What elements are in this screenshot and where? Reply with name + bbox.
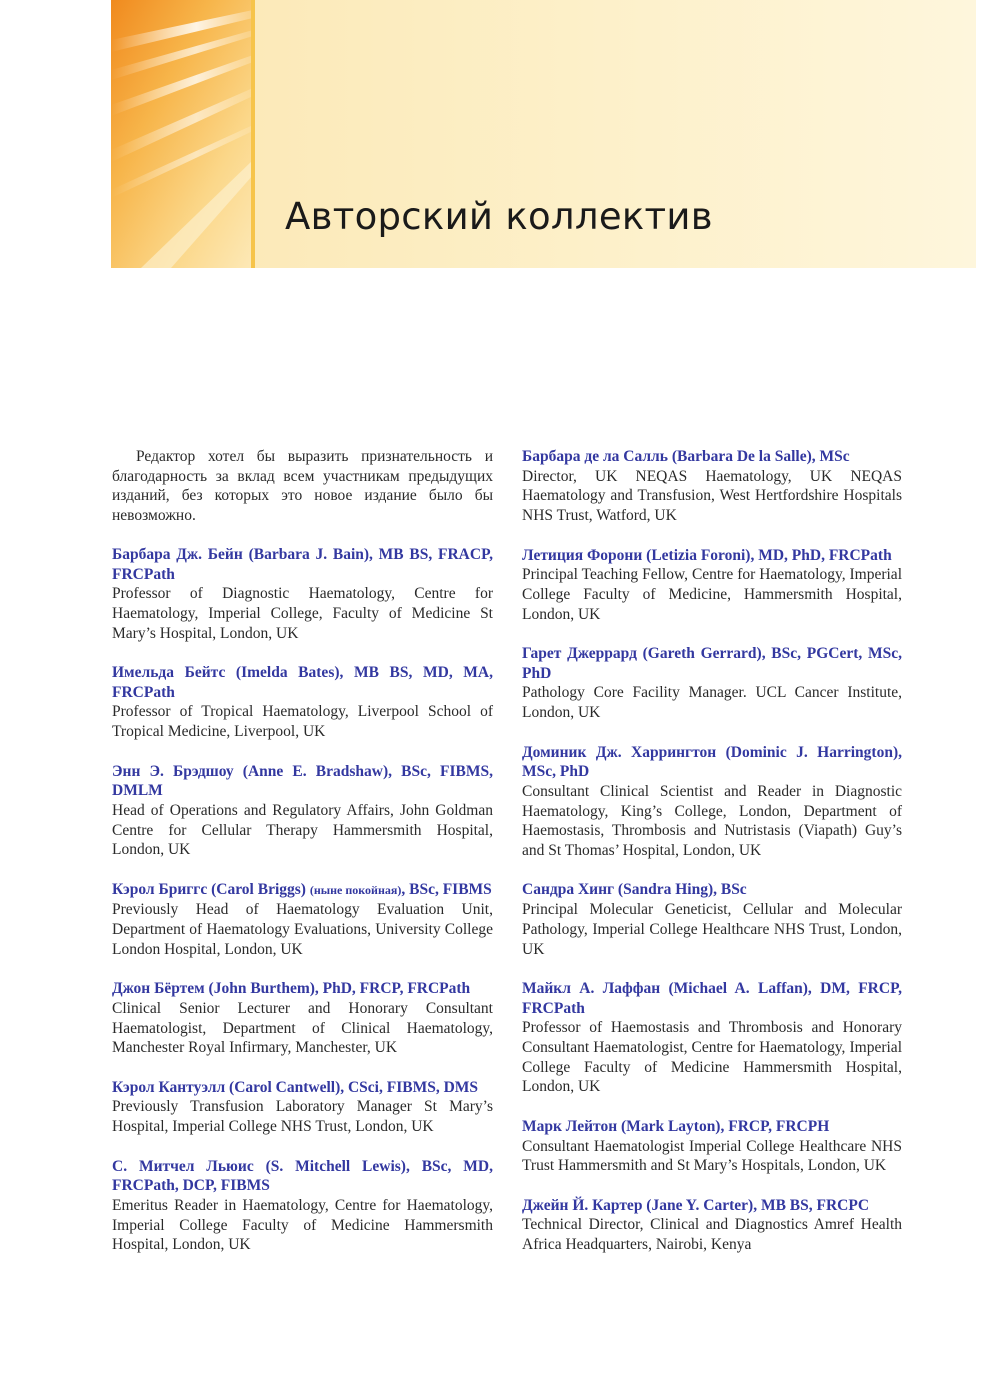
contributor-name-suffix: , BSc, FIBMS	[401, 880, 492, 898]
contributor-entry	[522, 546, 902, 625]
contributor-name: Гарет Джеррард (Gareth Gerrard), BSc, PGCert, MSc, PhD	[522, 645, 902, 682]
contributor-name: Джейн Й. Картер (Jane Y. Carter), MB BS, FRCPC	[522, 1196, 870, 1214]
contributor-entry	[112, 979, 493, 1058]
contributor-name: Марк Лейтон (Mark Layton), FRCP, FRCPH	[522, 1117, 830, 1135]
contributor-name: Энн Э. Брэдшоу (Anne E. Bradshaw), BSc, FIBMS, DMLM	[112, 762, 493, 800]
contributor-name: Доминик Дж. Харрингтон (Dominic J. Harrington), MSc, PhD	[522, 743, 902, 781]
contributor-entry	[112, 663, 493, 742]
contributor-name: Майкл А. Лаффан (Michael A. Laffan), DM, FRCP, FRCPath	[522, 979, 902, 1017]
contributor-name: Барбара Дж. Бейн (Barbara J. Bain), MB BS, FRACP, FRCPath	[112, 545, 493, 583]
contributor-entry	[522, 447, 902, 526]
contributor-entry	[522, 1196, 902, 1255]
contributor-name: Джон Бёртем (John Burthem), PhD, FRCP, FRCPath	[112, 980, 471, 998]
contributor-affiliation: Principal Molecular Geneticist, Cellular and Molecular Pathology, Imperial College Healthcare NHS Trust, London, UK	[522, 901, 902, 958]
contributor-entry	[522, 743, 902, 861]
contributor-affiliation: Principal Teaching Fellow, Centre for Haematology, Imperial College Faculty of Medicine, Hammersmith Hospital, London, UK	[522, 566, 902, 623]
contributor-name-main: Кэрол Бриггс (Carol Briggs)	[112, 880, 306, 898]
contributor-affiliation: Professor of Tropical Haematology, Liverpool School of Tropical Medicine, Liverpool, UK	[112, 703, 493, 741]
contributor-name: Имельда Бейтс (Imelda Bates), MB BS, MD, MA, FRCPath	[112, 664, 493, 701]
contributor-entry	[112, 545, 493, 644]
contributor-affiliation: Consultant Haematologist Imperial College Healthcare NHS Trust Hammersmith and St Mary’s Hospitals, London, UK	[522, 1137, 902, 1175]
contributor-entry	[112, 880, 493, 960]
contributor-affiliation: Pathology Core Facility Manager. UCL Cancer Institute, London, UK	[522, 684, 902, 722]
header-decorative-rays	[111, 0, 253, 268]
contributor-entry	[112, 1157, 493, 1256]
header-divider	[251, 0, 255, 268]
contributor-affiliation: Consultant Clinical Scientist and Reader in Diagnostic Haematology, King’s College, London, Department of Haemostasis, Thrombosis and Nutristasis (Viapath) Guy’s and St Thomas’ Hospital, London, UK	[522, 782, 902, 860]
contributor-affiliation: Previously Transfusion Laboratory Manager St Mary’s Hospital, Imperial College NHS Trust, London, UK	[112, 1098, 493, 1136]
contributor-name: Барбара де ла Салль (Barbara De la Salle), MSc	[522, 448, 850, 465]
contributor-entry	[522, 644, 902, 723]
contributor-entry	[112, 762, 493, 861]
contributor-name: С. Митчел Льюис (S. Mitchell Lewis), BSc, MD, FRCPath, DCP, FIBMS	[112, 1157, 493, 1195]
contributor-affiliation: Head of Operations and Regulatory Affairs, John Goldman Centre for Cellular Therapy Hammersmith Hospital, London, UK	[112, 801, 493, 859]
contributor-entry	[522, 979, 902, 1097]
contributor-name: Кэрол Кантуэлл (Carol Cantwell), CSci, FIBMS, DMS	[112, 1078, 479, 1096]
contributor-name: Сандра Хинг (Sandra Hing), BSc	[522, 881, 747, 899]
right-column	[522, 447, 902, 1274]
contributor-affiliation: Technical Director, Clinical and Diagnostics Amref Health Africa Headquarters, Nairobi, Kenya	[522, 1216, 902, 1254]
intro-paragraph: Редактор хотел бы выразить признательность и благодарность за вклад всем участникам предыдущих изданий, без которых это новое издание было бы невозможно.	[112, 448, 493, 525]
contributor-name	[112, 880, 493, 901]
contributor-entry	[522, 880, 902, 959]
contributor-affiliation: Professor of Haemostasis and Thrombosis and Honorary Consultant Haematologist, Centre for Haematology, Imperial College Faculty of Medicine Hammersmith Hospital, London, UK	[522, 1019, 902, 1096]
contributor-name: Летиция Форони (Letizia Foroni), MD, PhD, FRCPath	[522, 546, 892, 564]
contributor-affiliation: Emeritus Reader in Haematology, Centre for Haematology, Imperial College Faculty of Medicine Hammersmith Hospital, London, UK	[112, 1196, 493, 1254]
contributor-affiliation: Clinical Senior Lecturer and Honorary Consultant Haematologist, Department of Clinical Haematology, Manchester Royal Infirmary, Manchester, UK	[112, 999, 493, 1057]
contributor-affiliation: Professor of Diagnostic Haematology, Centre for Haematology, Imperial College, Faculty of Medicine St Mary’s Hospital, London, UK	[112, 585, 493, 642]
contributor-entry	[522, 1117, 902, 1176]
left-column	[112, 447, 493, 1275]
contributor-name-note: (ныне покойная)	[309, 882, 402, 897]
page-title: Авторский коллектив	[285, 195, 713, 238]
contributor-affiliation: Previously Head of Haematology Evaluation Unit, Department of Haematology Evaluations, University College London Hospital, London, UK	[112, 901, 493, 958]
contributor-affiliation: Director, UK NEQAS Haematology, UK NEQAS Haematology and Transfusion, West Hertfordshire Hospitals NHS Trust, Watford, UK	[522, 467, 902, 525]
contributor-entry	[112, 1078, 493, 1137]
